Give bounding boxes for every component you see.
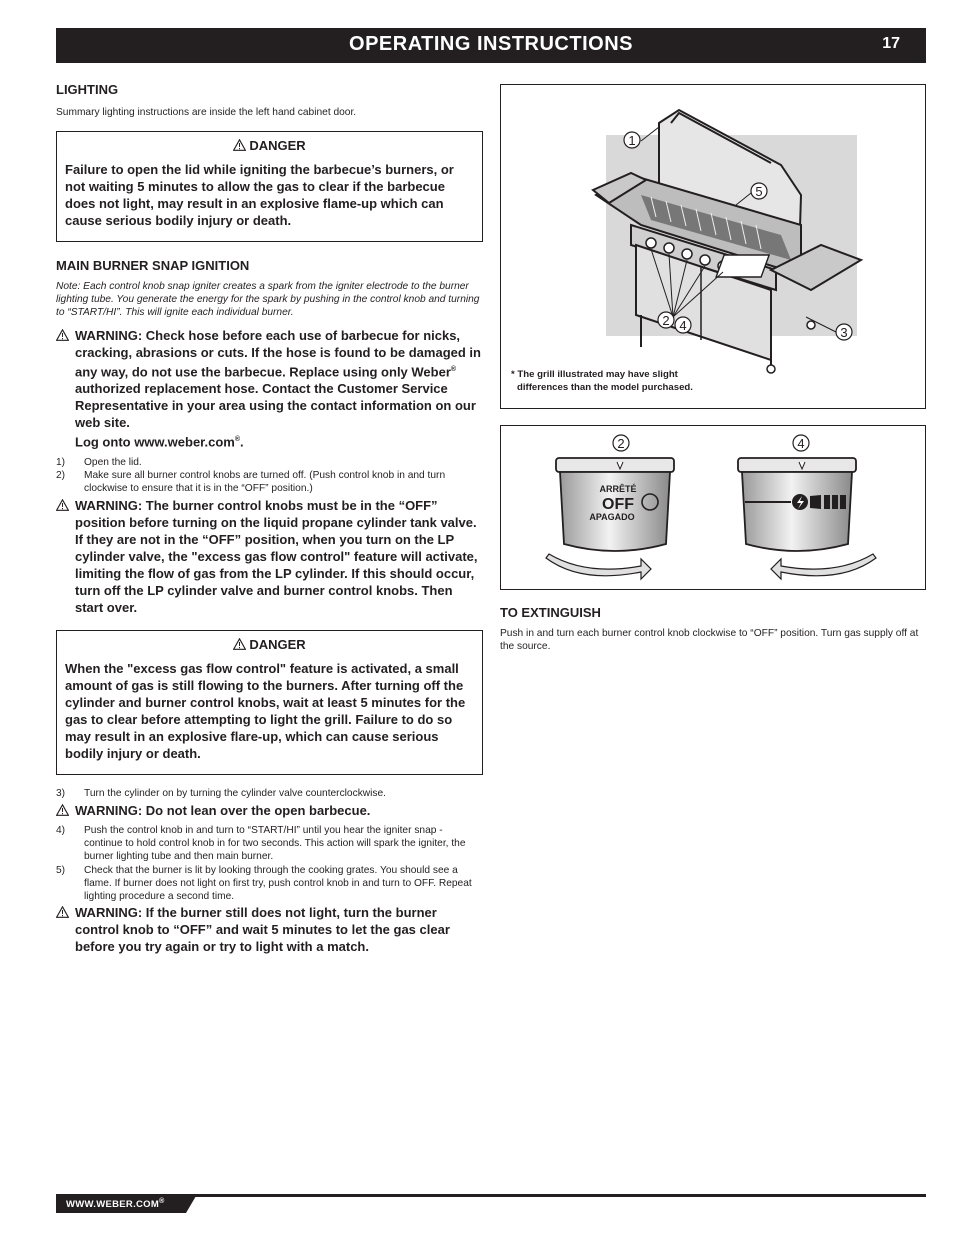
warning-triangle-icon <box>56 329 69 341</box>
list-item: 4) Push the control knob in and turn to “START/HI” until you hear the igniter snap - continue to hold control knob in for two seconds. This action will spark the igniter, the burner lighting tube and then main burner. <box>56 824 466 862</box>
warning-triangle-icon <box>56 499 69 511</box>
warning-lean: WARNING: Do not lean over the open barbecue. <box>56 802 483 819</box>
extinguish-text: Push in and turn each burner control knob clockwise to “OFF” position. Turn gas supply off at the source. <box>500 628 919 652</box>
counterclockwise-arrow-icon <box>771 554 876 579</box>
knob-arrete-label: ARRÊTÉ <box>599 484 637 494</box>
knob-callout-2: 2 <box>617 436 625 451</box>
warning-triangle-icon <box>233 638 246 650</box>
lighting-heading: LIGHTING <box>56 82 119 97</box>
callout-2-label: 2 <box>662 313 670 328</box>
warning-hose: WARNING: Check hose before each use of barbecue for nicks, cracking, abrasions or cuts. If the hose is found to be damaged in any way, do not use the barbecue. Replace using only Weber® authorized replacement hose. Contact the Customer Service Representative in your area using the contact information on our web site. Log onto www.weber.com®. <box>56 327 483 451</box>
callout-1-label: 1 <box>628 133 636 148</box>
knob-off-position <box>546 458 674 579</box>
danger-title: DANGER <box>65 138 474 153</box>
grill-figure <box>500 84 926 409</box>
danger-body-1: Failure to open the lid while igniting the barbecue’s burners, or not waiting 5 minutes to allow the gas to clear if the barbecue does not light, may result in an explosive flame-up which can cause serious bodily injury or death. <box>65 162 454 228</box>
page-title: OPERATING INSTRUCTIONS <box>349 33 633 55</box>
callout-4-label: 4 <box>679 318 687 333</box>
left-column <box>56 82 483 955</box>
grill-illustration <box>501 85 925 408</box>
list-item: 3) Turn the cylinder on by turning the cylinder valve counterclockwise. <box>56 787 386 799</box>
danger-box-2 <box>56 630 483 775</box>
page-header <box>56 28 926 63</box>
warning-triangle-icon <box>56 804 69 816</box>
knob-off-label: OFF <box>602 496 634 513</box>
main-burner-heading: MAIN BURNER SNAP IGNITION <box>56 258 250 273</box>
lighting-summary: Summary lighting instructions are inside the left hand cabinet door. <box>56 107 357 118</box>
danger-body-2: When the "excess gas flow control" feature is activated, a small amount of gas is still flowing to the burners. After turning off the cylinder and burner control knobs, wait at least 5 minutes for the gas to clear before attempting to light the grill. Failure to do so may result in an explosive flare-up, which can cause serious bodily injury or death. <box>65 660 466 761</box>
knob-apagado-label: APAGADO <box>589 512 635 522</box>
danger-title: DANGER <box>65 637 474 652</box>
steps-list-3 <box>56 787 483 800</box>
steps-list-a <box>56 456 483 495</box>
warning-triangle-icon <box>56 906 69 918</box>
knob-callout-4: 4 <box>797 436 805 451</box>
extinguish-heading: TO EXTINGUISH <box>500 605 601 620</box>
igniter-note: Note: Each control knob snap igniter creates a spark from the igniter electrode to the burner lighting tube. You generate the energy for the spark by pushing in the control knob and turning to “START/HI”. This will ignite each individual burner. <box>56 281 480 318</box>
list-item: 2) Make sure all burner control knobs are turned off. (Push control knob in and turn clockwise to ensure that it is in the “OFF” position.) <box>56 469 446 494</box>
callout-5-label: 5 <box>755 184 763 199</box>
clockwise-arrow-icon <box>546 554 651 579</box>
danger-box-1 <box>56 131 483 242</box>
callout-3-label: 3 <box>840 325 848 340</box>
figure-caption: * The grill illustrated may have slight differences than the model purchased. <box>511 369 693 393</box>
steps-list-b <box>56 824 483 903</box>
warning-knobs-off: WARNING: The burner control knobs must be in the “OFF” position before turning on the liquid propane cylinder tank valve. If they are not in the “OFF” position, when you turn on the LP cylinder valve, the "excess gas flow control" feature will activate, limiting the flow of gas from the LP cylinder. If this should occur, turn off the LP cylinder valve and burner control knobs. Then start over. <box>56 497 483 616</box>
list-item: 1) Open the lid. <box>56 456 142 468</box>
list-item: 5) Check that the burner is lit by looking through the cooking grates. You should see a flame. If burner does not light on first try, push control knob in and turn to OFF. Repeat lighting procedure a second time. <box>56 864 472 902</box>
knob-figure <box>500 425 926 590</box>
extinguish-section <box>500 605 927 653</box>
warning-triangle-icon <box>233 139 246 151</box>
footer-url[interactable]: WWW.WEBER.COM® <box>66 1198 165 1211</box>
warning-still-not-lit: WARNING: If the burner still does not light, turn the burner control knob to “OFF” and wait 5 minutes to let the gas clear before you try again or try to light with a match. <box>56 904 483 955</box>
knob-illustration <box>501 426 925 589</box>
page-number: 17 <box>882 35 900 52</box>
knob-start-position <box>738 458 876 579</box>
